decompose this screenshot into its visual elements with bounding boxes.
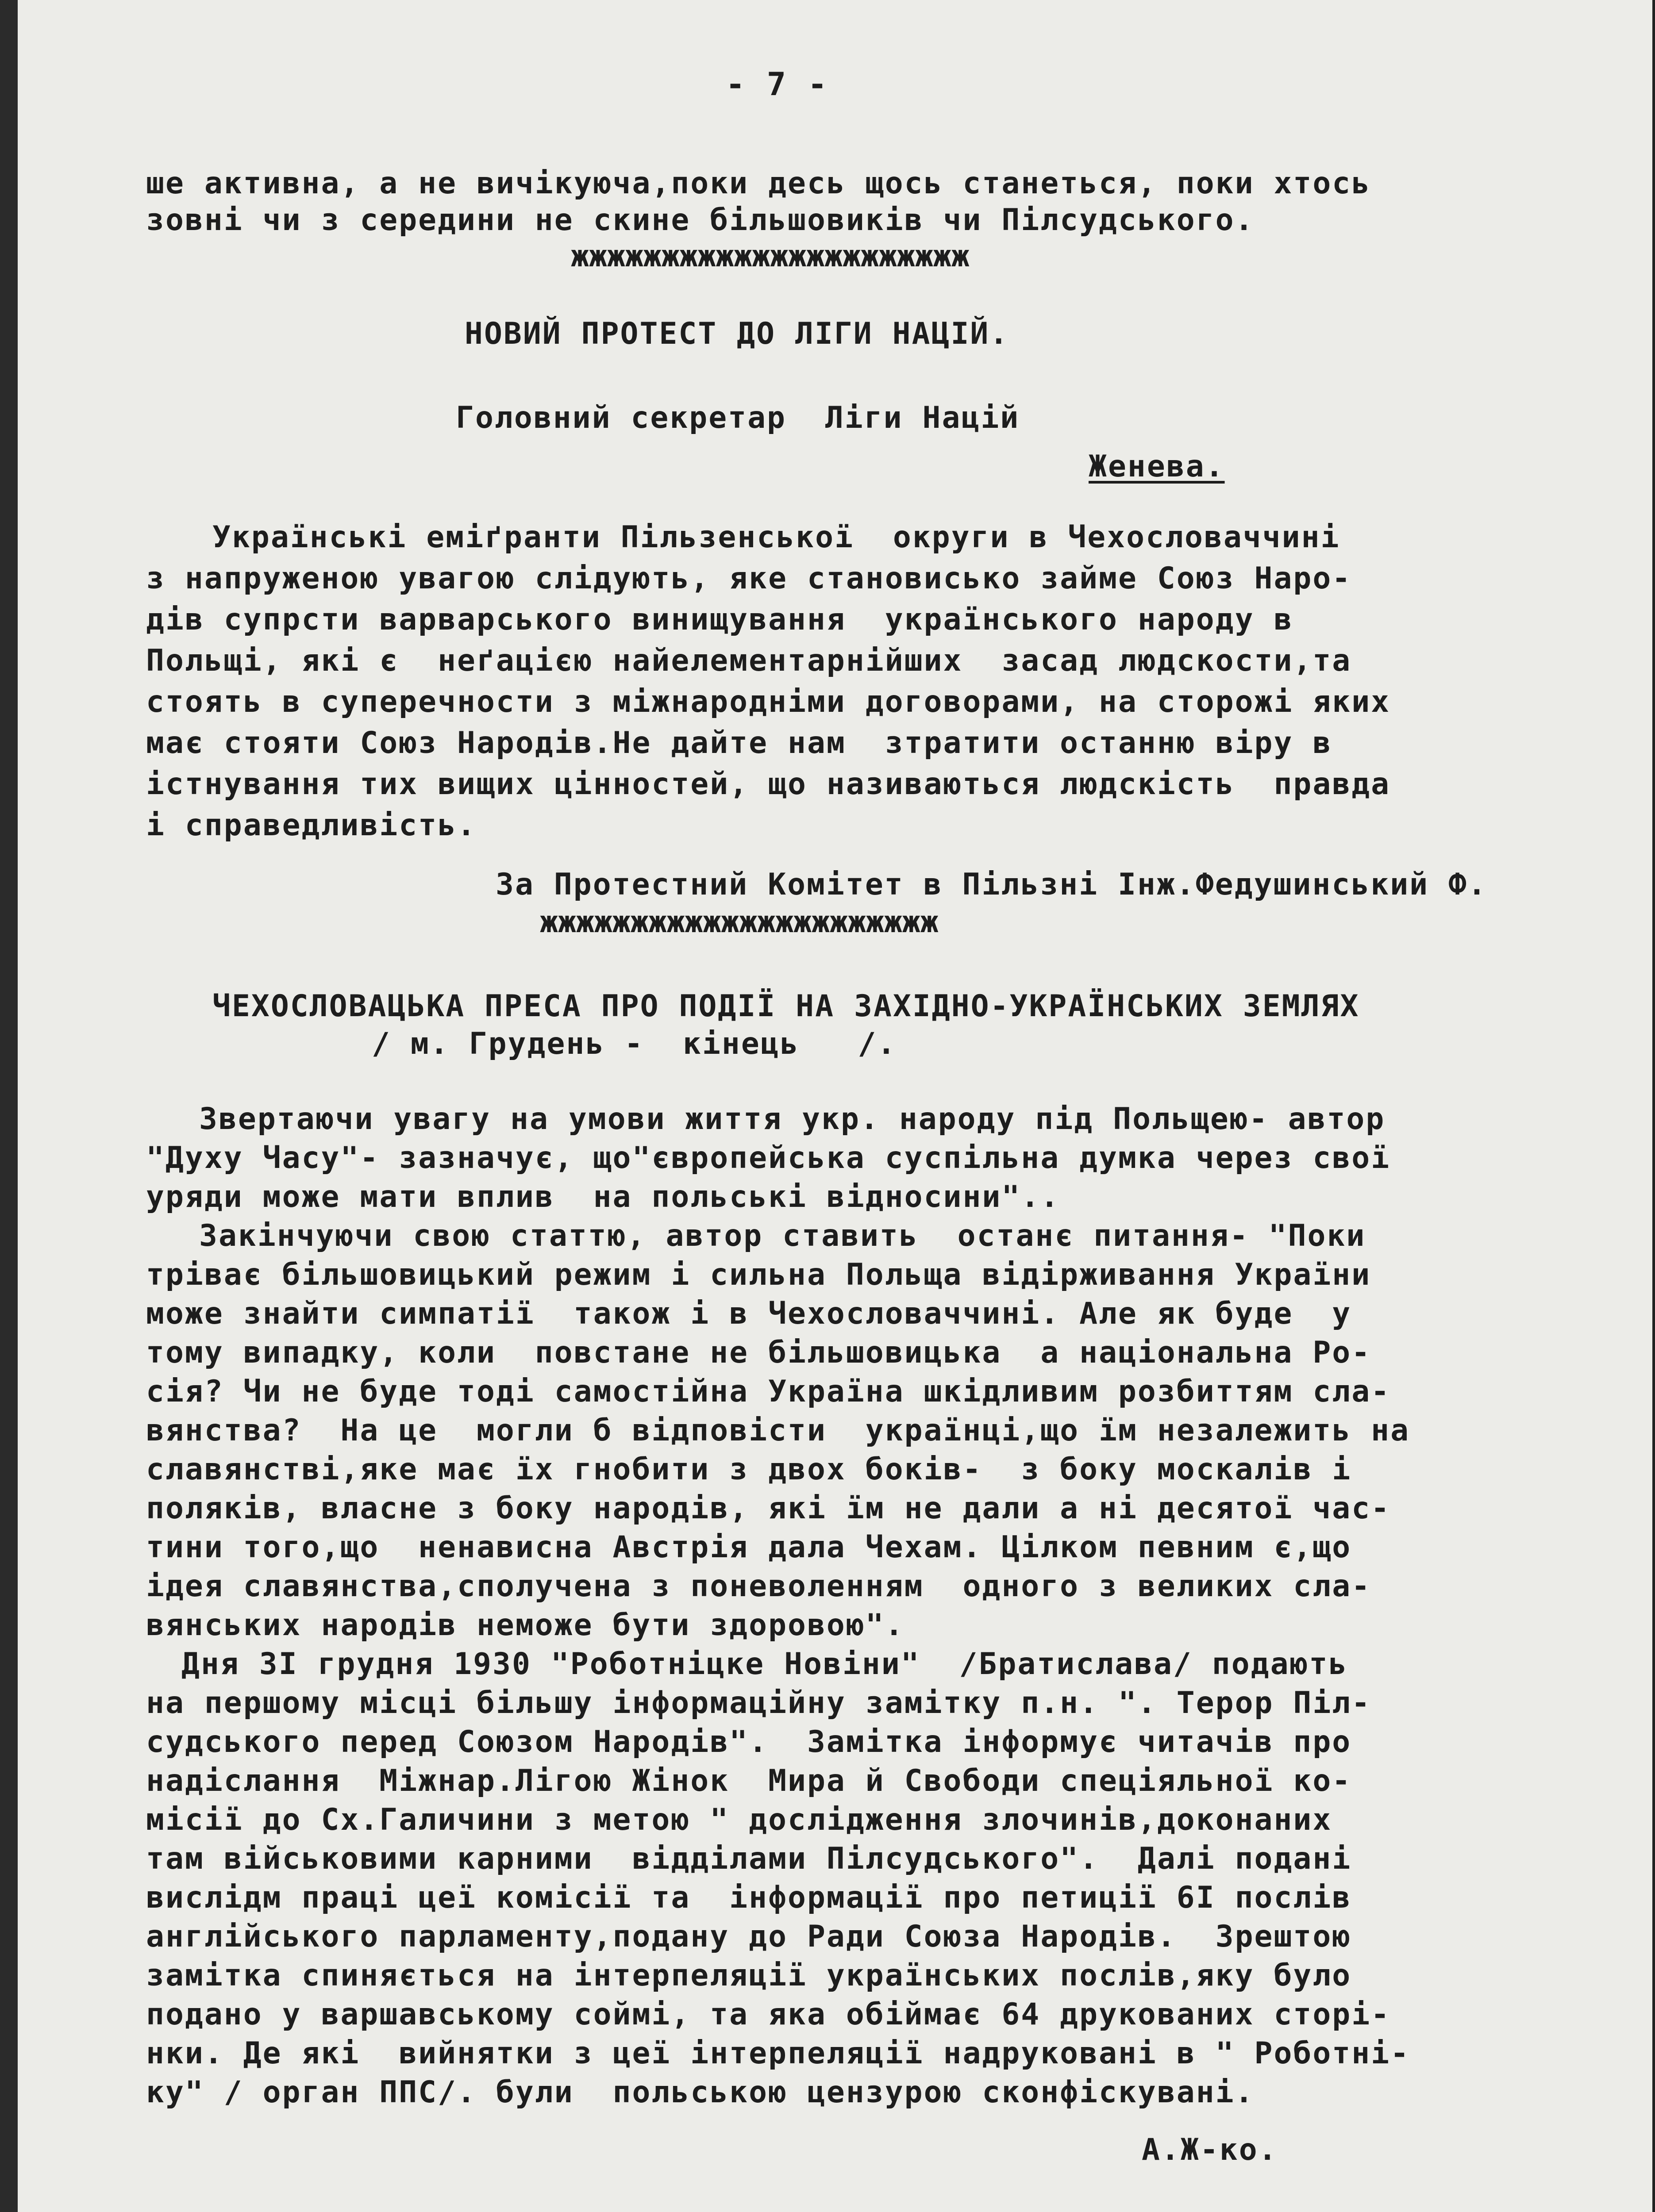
text-line: Польщі, які є неґацією найелементарнійших засад людскости,та xyxy=(146,643,1352,678)
text-line: стоять в суперечности з міжнародніми договорами, на сторожі яких xyxy=(146,684,1391,719)
text-line: нки. Де які вийнятки з цеї інтерпеляції надруковані в " Роботні- xyxy=(146,2036,1410,2071)
addressee-city: Женева. xyxy=(1089,449,1225,484)
text-line: має стояти Союз Народів.Не дайте нам зтратити останню віру в xyxy=(146,726,1332,760)
text-line: тріває більшовицький режим і сильна Польща відірживання України xyxy=(146,1257,1371,1292)
section-title-press: ЧЕХОСЛОВАЦЬКА ПРЕСА ПРО ПОДІЇ НА ЗАХІДНО-УКРАЇНСЬКИХ ЗЕМЛЯХ xyxy=(212,989,1360,1024)
scan-edge xyxy=(1652,0,1655,2212)
author-signature: А.Ж-ко. xyxy=(1142,2132,1278,2167)
text-line: славянстві,яке має їх гнобити з двох боків- з боку москалів і xyxy=(146,1452,1352,1487)
text-line: судського перед Союзом Народів". Замітка інформує читачів про xyxy=(146,1724,1352,1759)
text-line: Закінчуючи свою статтю, автор ставить останє питання- "Поки xyxy=(199,1218,1366,1253)
text-line: тини того,що ненависна Австрія дала Чехам. Цілком певним є,що xyxy=(146,1530,1352,1565)
text-line: Українські еміґранти Пільзенської округи в Чехословаччині xyxy=(212,520,1340,555)
text-line: ідея славянства,сполучена з поневоленням одного з великих сла- xyxy=(146,1569,1371,1604)
text-line: англійського парламенту,подану до Ради Союза Народів. Зрештою xyxy=(146,1919,1352,1954)
text-line: зовні чи з середини не скине більшовиків чи Пілсудського. xyxy=(146,203,1255,238)
section-subtitle: / м. Грудень - кінець /. xyxy=(372,1026,897,1061)
text-line: з напруженою увагою слідують, яке становисько займе Союз Наро- xyxy=(146,561,1352,596)
page-number: - 7 - xyxy=(726,65,828,103)
text-line: Звертаючи увагу на умови життя укр. народу під Польщею- автор xyxy=(199,1102,1386,1137)
text-line: вислідм праці цеї комісії та інформації про петиції 6І послів xyxy=(146,1880,1352,1915)
text-line: ше активна, а не вичікуюча,поки десь щось станеться, поки хтось xyxy=(146,166,1371,201)
protest-signature: За Протестний Комітет в Пільзні Інж.Федушинський Ф. xyxy=(496,867,1487,902)
text-line: поляків, власне з боку народів, які їм не дали а ні десятої час- xyxy=(146,1491,1391,1526)
document-page xyxy=(18,0,1655,2212)
separator-line: жжжжжжжжжжжжжжжжжжжжжж xyxy=(571,239,970,274)
addressee: Головний секретар Ліги Націй xyxy=(456,400,1020,435)
text-line: дів супрсти варварського винищування українського народу в xyxy=(146,602,1293,637)
text-line: істнування тих вищих цінностей, що називаються людскість правда xyxy=(146,767,1391,802)
section-title-protest: НОВИЙ ПРОТЕСТ ДО ЛІГИ НАЦІЙ. xyxy=(465,316,1009,351)
text-line: замітка спиняється на інтерпеляції українських послів,яку було xyxy=(146,1958,1352,1993)
text-line: на першому місці більшу інформаційну замітку п.н. ". Терор Піл- xyxy=(146,1686,1371,1720)
text-line: тому випадку, коли повстане не більшовицька а національна Ро- xyxy=(146,1335,1371,1370)
text-line: подано у варшавському соймі, та яка обіймає 64 друкованих сторі- xyxy=(146,1997,1391,2032)
text-line: надіслання Міжнар.Лігою Жінок Мира й Свободи спеціяльної ко- xyxy=(146,1763,1352,1798)
text-line: там військовими карними відділами Пілсудського". Далі подані xyxy=(146,1841,1352,1876)
text-line: може знайти симпатії також і в Чехословаччині. Але як буде у xyxy=(146,1296,1352,1331)
text-line: сія? Чи не буде тоді самостійна Україна шкідливим розбиттям сла- xyxy=(146,1374,1391,1409)
text-line: уряди може мати вплив на польські відносини".. xyxy=(146,1179,1060,1214)
text-line: вянських народів неможе бути здоровою". xyxy=(146,1608,904,1643)
text-line: "Духу Часу"- зазначує, що"європейська суспільна думка через свої xyxy=(146,1141,1391,1175)
separator-line: жжжжжжжжжжжжжжжжжжжжжж xyxy=(540,905,939,940)
text-line: і справедливість. xyxy=(146,808,477,843)
text-line: місії до Сх.Галичини з метою " дослідження злочинів,доконаних xyxy=(146,1802,1332,1837)
text-line: вянства? На це могли б відповісти українці,що їм незалежить на xyxy=(146,1413,1410,1448)
text-line: ку" / орган ППС/. були польською цензурою сконфіскувані. xyxy=(146,2075,1255,2110)
text-line: Дня 3І грудня 1930 "Роботніцке Новіни" /Братислава/ подають xyxy=(181,1647,1348,1682)
